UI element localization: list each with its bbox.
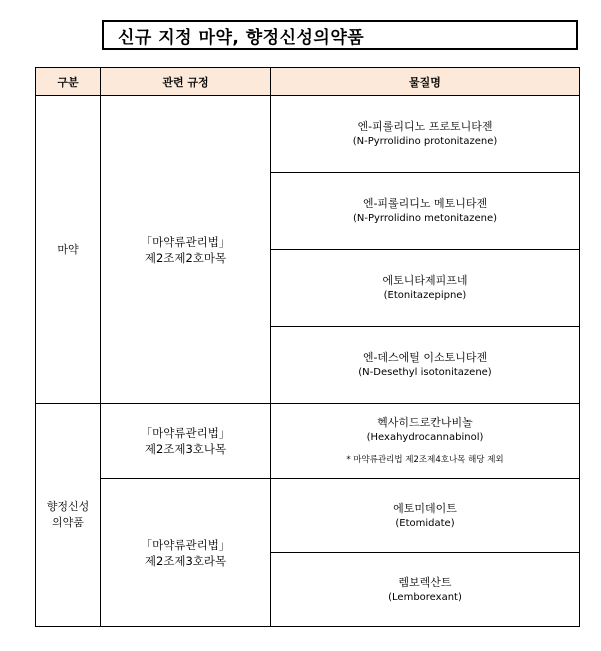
substance-cell <box>271 553 580 627</box>
regulation-line: 「마약류관리법」 <box>140 426 231 440</box>
regulation-line: 제2조제3호나목 <box>144 442 227 456</box>
substance-cell <box>271 250 580 327</box>
table-row <box>36 404 580 479</box>
substance-english: (Lemborexant) <box>388 591 462 603</box>
page-title <box>102 20 578 50</box>
substance-korean: 헥사히드로칸나비놀 <box>377 415 473 429</box>
substance-cell <box>271 173 580 250</box>
regulation-line: 제2조제3호라목 <box>144 553 227 568</box>
table-header-row <box>36 68 580 96</box>
table-row <box>36 96 580 173</box>
substance-korean: 엔-피롤리디노 프로토니타젠 <box>357 120 493 133</box>
category-line: 향정신성 <box>46 500 90 513</box>
header-substance: 물질명 <box>271 68 580 96</box>
substance-english: (Hexahydrocannabinol) <box>366 431 484 443</box>
regulation-psychotropic-a <box>101 404 271 479</box>
substance-note: * 마약류관리법 제2조제4호나목 해당 제외 <box>346 454 504 465</box>
substance-korean: 에토니타제피프네 <box>382 274 468 287</box>
regulation-psychotropic-b <box>101 479 271 627</box>
substance-cell <box>271 327 580 404</box>
substance-english: (Etomidate) <box>395 517 455 529</box>
substance-table <box>35 67 580 627</box>
regulation-line: 「마약류관리법」 <box>140 537 231 552</box>
substance-english: (N-Desethyl isotonitazene) <box>358 367 492 378</box>
substance-korean: 엔-피롤리디노 메토니타젠 <box>362 197 488 210</box>
substance-english: (N-Pyrrolidino metonitazene) <box>352 213 498 224</box>
substance-english: (Etonitazepipne) <box>383 290 467 301</box>
category-narcotic: 마약 <box>36 96 101 404</box>
regulation-narcotic <box>101 96 271 404</box>
page-title-text: 신규 지정 마약, 향정신성의약품 <box>118 27 365 48</box>
substance-korean: 렘보렉산트 <box>398 575 452 589</box>
category-psychotropic <box>36 404 101 627</box>
substance-cell <box>271 479 580 553</box>
header-regulation: 관련 규정 <box>101 68 271 96</box>
substance-cell <box>271 404 580 479</box>
header-category: 구분 <box>36 68 101 96</box>
regulation-line: 「마약류관리법」 <box>140 234 231 249</box>
substance-korean: 에토미데이트 <box>393 501 457 515</box>
regulation-line: 제2조제2호마목 <box>144 250 227 265</box>
category-line: 의약품 <box>52 516 84 529</box>
table-row <box>36 479 580 553</box>
substance-cell <box>271 96 580 173</box>
substance-korean: 엔-데스에틸 이소토니타젠 <box>362 351 488 364</box>
substance-english: (N-Pyrrolidino protonitazene) <box>352 136 498 147</box>
